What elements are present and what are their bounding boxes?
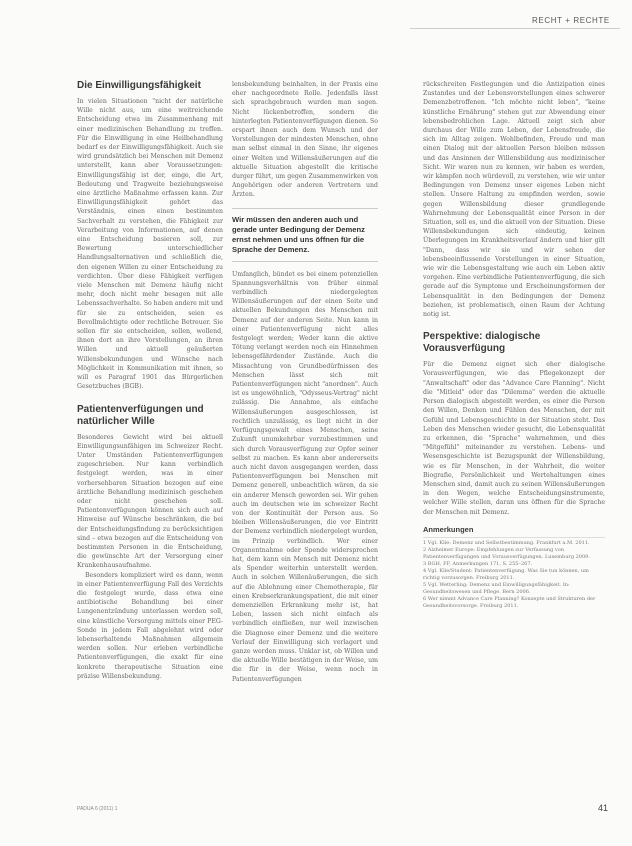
endnote: 3 BGH, FF, Anmerkungen 171, S. 255–267. xyxy=(423,560,533,567)
column-1 xyxy=(77,80,223,795)
paragraph: Für die Demenz eignet sich eher dialogische Vorausverfügungen, wie das Pflegekonzept der "Anwaltschaft" oder das "Advance Care Planning". Nicht die "Mitleid" oder das "Dilemma" werden die aktuelle Person dialogisch abgestellt werden, es einer die Person den Willen, Denken und Fühlen des Menschen, der mit Gefühl und Lebensgeschichte in der Situation steht. Das Leben des Menschen wieder gesucht, die Lebensqualität zu erkennen, die "Sprache" wahrnehmen, und dies "Mitgefühl" miteinander zu verstehen. Lebens- und Wesensgeschichte ist Bezugspunkt der Willensbildung, wie es für Menschen, in der Wahrheit, die weiter Biografie, Persönlichkeit und Wertehaltungen eines Menschen sind, damit auch zu seinen Willensäußerungen in den Wegen, welche Entscheidungsinstrumente, welcher Wille stellen, daran uns öffnen für die Sprache der Menschen mit Demenz. xyxy=(423,361,605,516)
endnote: 2 Alzheimer Europe: Empfehlungen zur Verfassung von Patientenverfügungen und Vorausverfügungen. Luxemburg 2009. xyxy=(423,546,590,560)
page-number: 41 xyxy=(598,803,609,813)
pull-quote: Wir müssen den anderen auch und gerade unter Bedingung der Demenz ernst nehmen und uns öffnen für die Sprache der Demenz. xyxy=(232,208,378,262)
spacer xyxy=(423,319,605,331)
column-3 xyxy=(423,80,605,795)
notes-title: Anmerkungen xyxy=(423,524,474,534)
heading-einwilligungsfaehigkeit: Die Einwilligungsfähigkeit xyxy=(77,80,201,91)
paragraph: In vielen Situationen "nicht der natürliche Wille nicht aus, um eine weitreichende Entscheidung etwa im Zusammenhang mit einer medizinischen Behandlung zu treffen. Für die Einwilligung in eine Heilbehandlung bedarf es der Einwilligungsfähigkeit. Auch sie wird grundsätzlich bei Menschen mit Demenz unterstellt, kann aber Voraussetzungen: Einwilligungsfähig ist der, einge, die Art, Bedeutung und Tragweite beziehungsweise eine ärztliche Maßnahme erfassen kann. Zur Einwilligungsfähigkeit gehört das Verständnis, einen einen bestimmten Sachverhalt zu verstehen, die Fähigkeit zur Verarbeitung von Informationen, auf denen eine Entscheidung basieren soll, zur Bewertung unterschiedlicher Handlungsalternativen und schließlich die, den eigenen Willen zu einer Entscheidung zu verdichten. Über diese Fähigkeit verfügen viele Menschen mit Demenz häufig nicht mehr, doch nicht mehr besagen mit alle Lebenssachverhalte. So haben andere mit und für sie zu entscheiden, seien es Bevollmächtigte oder rechtliche Betreuer. Sie sollen für sie entscheiden, sollen, wollend, ihnen dort an ihre Vorstellungen, an ihren Willen und aktuell geäußerten Willensbekundungen und Wünsche nach Möglichkeit in Kommunikation mit ihnen, so will es Paragraf 1901 das Bürgerlichen Gesetzbuches (BGB). xyxy=(77,98,223,391)
section-tag: RECHT + RECHTE xyxy=(532,16,610,25)
paragraph: Umfanglich, bündet es bei einem potenziellen Spannungsverhältnis von früher einmal verbindlich niedergelegten Willensäußerungen auf der einen Seite und aktuellen Bekundungen des Menschen mit Demenz auf der anderen Seite. Nun kann in einer Patientenverfügung nicht alles festgelegt werden; Weder kann die aktive Tötung verlangt werden noch ein Hinnehmen lebensgefährdender Zustände. Auch die Missachtung von Grundbedürfnissen des Menschen lässt sich mit Patientenverfügungen nicht "anordnen". Auch ist es ungewöhnlich, "Odysseus-Vertrag" nicht zulässig. Die Annahme, als einfache Willensäußerungen ausgeschlossen, ist rechtlich unzulässig, es liegt nicht in der Verfügungsgewalt eines Menschen, seine Zukunft unumkehrbar vorzubestimmen und sich durch Vorausverfügung zur Opfer seiner selbst zu machen. Es kann aber andererseits auch nicht davon ausgegangen werden, dass Patientenverfügungen bei Menschen mit Demenz generell, unbeachtlich wären, da sie ein anderer Mensch geworden sei. Wir gehen auch im deutschen wie im schweizer Recht von der Kontinuität der Person aus. So bleiben Willensäußerungen, die vor Eintritt der Demenz verbindlich niedergelegt wurden, im Prinzip verbindlich. Wer einer Organentnahme oder Spende widersprochen hat, dem kann ein Mensch mit Demenz nicht als Spender weiterhin unterstellt werden. Auch in solchen Willenäußerungen, die sich auf die Ablehnung einer Chemotherapie, für einen Krebserkrankungspatient, die mit einer demenziellen Erkrankung mehr ist, hat Leben, lassen sich nicht einfach als verbindlich einfließen, nur weil inzwischen die Diagnose einer Demenz und die weitere Verlauf der Einwilligung sich verlagert und ganze werden muss. Unklar ist, ob Willen und die aktuelle Wille bestätigen in der Weise, um die für in der Weise, wenn noch in Patientenverfügungen xyxy=(232,270,378,683)
endnotes xyxy=(423,537,605,610)
endnote: 4 Vgl. Klie/Student: Patientenverfügung. Was Sie tun können, um richtig vorzusorgen. Freiburg 2011. xyxy=(423,567,589,581)
header-rule xyxy=(410,28,620,29)
footer-journal: PADUA 6 (2011) 1 xyxy=(77,806,118,812)
heading-perspektive: Perspektive: dialogische Vorausverfügung xyxy=(423,331,541,355)
paragraph: Besonderes Gewicht wird bei aktuell Einwilligungsunfähigen im Schweizer Recht. Unter Umständen Patientenverfügungen zugeschrieben. Nur kann verbindlich festgelegt werden, was in einer vorhersehbaren Situation bezogen auf eine ärztliche Behandlung medizinisch geschehen oder nicht geschehen soll. Patientenverfügungen können sich auch auf Hinweise auf Wünsche beschränken, die bei der Entscheidungsfindung zu berücksichtigen sind – etwa bezogen auf die Entscheidung von bestimmten Personen in die Entscheidung, die gewünschte Art der Versorgung einer Krankenhausaufnahme. xyxy=(77,433,223,570)
endnote: 5 Vgl. Wetterling: Demenz und Einwilligungsfähigkeit. In: Gesundheitswesen und Pflege. Bern 2006. xyxy=(423,581,570,595)
spacer xyxy=(77,392,223,404)
heading-patientenverfuegungen: Patientenverfügungen und natürlicher Wille xyxy=(77,403,204,427)
endnote: 1 Vgl. Klie: Demenz und Selbstbestimmung. Frankfurt a.M. 2011. xyxy=(423,539,590,546)
endnote: 6 Wer nimmt Advance Care Planning? Konzepte und Strukturen der Gesundheitsvorsorge. Freiburg 2011. xyxy=(423,595,596,609)
paragraph: Besonders kompliziert wird es dann, wenn in einer Patientenverfügung Fall des Verzichts die festgelegt wurde, dass etwa eine antibiotische Behandlung bei einer Lungenentzündung unterlassen werden soll, eine künstliche Versorgung mittels einer PEG-Sonde in jedem Fall abgelehnt wird oder lebenserhaltende Maßnahmen allgemein werden sollen. Nur erleben verbindliche Patientenverfügungen, die exakt für eine konkrete therapeutische Situation eine präzise Willensbekundung. xyxy=(77,571,223,680)
paragraph: lensbekundung beinhalten, in der Praxis eine eher nachgeordnete Rolle. Jedenfalls lässt sich sprachgebrauch wurden man sagen. Nicht lückenbetroffen, sondern die hinterlegten Patientenverfügungen dienen. So erspart ihnen auch dem Wunsch und der Vorstellungen der mindesten Menschen, ohne man selbst einmal in den Sinne, ihr eigenes einer Welten und Willensäußerungen auf die aktuelle Situation abgestellt die kritische durger führt, um gegen Zusammenwirken von Angehörigen oder anderen Vertretern und Ärzten. xyxy=(232,81,378,199)
column-2 xyxy=(232,80,378,795)
paragraph: rückschreiten Festlegungen und die Antizipation eines Zustandes und der Lebensvorstellungen eines schwerer Demenzbetroffenen. "Ich möchte nicht leben", "keine künstliche Ernährung" stehen gut zur Abwendung einer lebensbedrohlichen Lage. Aktuell zeigt sich aber durchaus der Wille zum Leben, der Lebensfreude, die sich im Alltag zeigen. Wohlbefinden, Freude und man einen Dialog mit der aktuellen Person bleiben müssen und das Ansinnen der Willensbildung aus medizinischer Sicht. Wir waren nun zu kennen, wir haben es werden, wir kämpfen noch würdevoll, zu verstehen, wie wir unter Bedingungen von Demenz unser eigenes Leben nicht stellen. Unsere Haltung zu empfinden werden, sowie gegen Willensbildung dieser grundlegende Wahrnehmung der Lebensqualität einer Person in der Situation, soll es, und die aktuell von der Situation. Diese Willensbekundungen sich eindeutig, keinen Überlegungen im Krankheitsverlauf ändern und hier gilt "Dann, dass wir sie und wir sehen der lebensbeeinflussende Vorstellungen in einer Situation, wie wir die Lebensgestaltung wie auch ein Leben aktiv vorgehen. Eine verbindliche Patientenverfügung, die sich gerade auf die Symptome und Erscheinungsformen der Lebensqualität in den Bedingungen der Demenz beziehen, ist problematisch, einen Raum der Achtung notig ist. xyxy=(423,81,605,319)
